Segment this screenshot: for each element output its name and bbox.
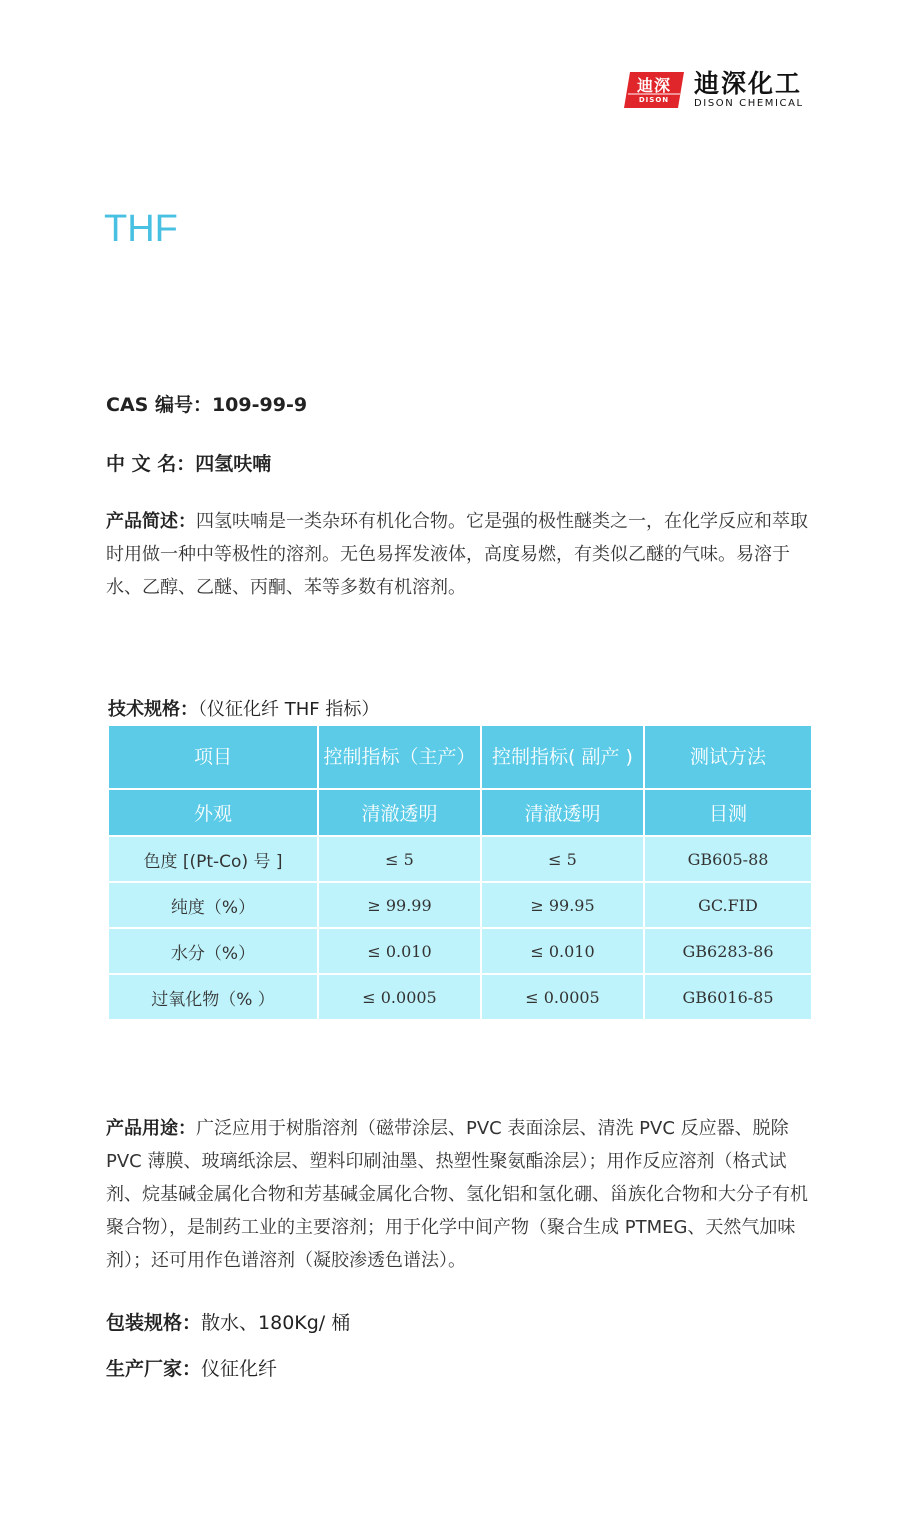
spec-cell: 色度 [(Pt-Co) 号 ] bbox=[109, 837, 317, 883]
spec-cell: 水分（%） bbox=[109, 929, 317, 975]
description-text: 四氢呋喃是一类杂环有机化合物。它是强的极性醚类之一，在化学反应和萃取时用做一种中等极性的溶剂。无色易挥发液体，高度易燃，有类似乙醚的气味。易溶于水、乙醇、乙醚、丙酮、苯等多数有机溶剂。 bbox=[106, 511, 808, 598]
cas-value: 109-99-9 bbox=[211, 394, 308, 416]
cn-name-field bbox=[106, 449, 271, 476]
manufacturer-value: 仪征化纤 bbox=[201, 1358, 278, 1380]
spec-header-row bbox=[109, 726, 811, 790]
spec-cell: GB605-88 bbox=[645, 837, 811, 883]
description-label: 产品简述： bbox=[106, 511, 196, 532]
spec-cell: 过氧化物（% ） bbox=[109, 975, 317, 1021]
manufacturer-field bbox=[106, 1354, 277, 1381]
spec-label: 技术规格： bbox=[108, 699, 198, 720]
spec-cell: 外观 bbox=[109, 790, 317, 837]
spec-note: （仪征化纤 THF 指标） bbox=[198, 699, 380, 720]
brand-logo bbox=[622, 70, 804, 110]
usage-text: 广泛应用于树脂溶剂（磁带涂层、PVC 表面涂层、清洗 PVC 反应器、脱除 PVC 薄膜、玻璃纸涂层、塑料印刷油墨、热塑性聚氨酯涂层）；用作反应溶剂（格式试剂、烷基碱金属化合物和芳基碱金属化合物、氢化铝和氢化硼、甾族化合物和大分子有机聚合物），是制药工业的主要溶剂；用于化学中间产物（聚合生成 PTMEG、天然气加味剂）；还可用作色谱溶剂（凝胶渗透色谱法）。 bbox=[106, 1118, 808, 1271]
spec-cell: 目测 bbox=[645, 790, 811, 837]
usage-label: 产品用途： bbox=[106, 1118, 196, 1139]
spec-cell: GB6016-85 bbox=[645, 975, 811, 1021]
spec-cell: ≤ 5 bbox=[482, 837, 643, 883]
spec-cell: 清澈透明 bbox=[319, 790, 480, 837]
manufacturer-label: 生产厂家： bbox=[106, 1358, 202, 1380]
brand-name-en: DISON CHEMICAL bbox=[694, 98, 804, 109]
spec-cell: ≤ 0.010 bbox=[319, 929, 480, 975]
cn-name-label: 中 文 名： bbox=[106, 453, 196, 475]
brand-name-cn: 迪深化工 bbox=[694, 69, 803, 98]
spec-header-cell: 项目 bbox=[109, 726, 317, 790]
cas-field bbox=[106, 390, 307, 417]
spec-header-cell: 控制指标（主产） bbox=[319, 726, 480, 790]
table-row bbox=[109, 837, 811, 883]
spec-cell: ≤ 0.010 bbox=[482, 929, 643, 975]
spec-header-cell: 测试方法 bbox=[645, 726, 811, 790]
packaging-value: 散水、180Kg/ 桶 bbox=[201, 1312, 351, 1334]
spec-appearance-row bbox=[109, 790, 811, 837]
spec-cell: ≥ 99.99 bbox=[319, 883, 480, 929]
spec-cell: ≥ 99.95 bbox=[482, 883, 643, 929]
usage-paragraph bbox=[106, 1112, 818, 1277]
cn-name-value: 四氢呋喃 bbox=[195, 453, 272, 475]
spec-cell: ≤ 0.0005 bbox=[319, 975, 480, 1021]
spec-cell: GC.FID bbox=[645, 883, 811, 929]
spec-table bbox=[107, 726, 813, 1021]
packaging-field bbox=[106, 1308, 350, 1335]
spec-cell: 纯度（%） bbox=[109, 883, 317, 929]
product-title: THF bbox=[104, 208, 178, 250]
description-paragraph bbox=[106, 505, 818, 604]
packaging-label: 包装规格： bbox=[106, 1312, 202, 1334]
spec-cell: ≤ 0.0005 bbox=[482, 975, 643, 1021]
spec-cell: ≤ 5 bbox=[319, 837, 480, 883]
table-row bbox=[109, 929, 811, 975]
table-row bbox=[109, 975, 811, 1021]
spec-cell: GB6283-86 bbox=[645, 929, 811, 975]
cas-label: CAS 编号： bbox=[106, 394, 212, 416]
brand-badge-en: DISON bbox=[638, 96, 670, 104]
brand-badge bbox=[622, 70, 686, 110]
brand-badge-cn: 迪深 bbox=[636, 76, 671, 95]
spec-cell: 清澈透明 bbox=[482, 790, 643, 837]
table-row bbox=[109, 883, 811, 929]
spec-header-cell: 控制指标( 副产 ) bbox=[482, 726, 643, 790]
spec-heading bbox=[108, 695, 379, 721]
